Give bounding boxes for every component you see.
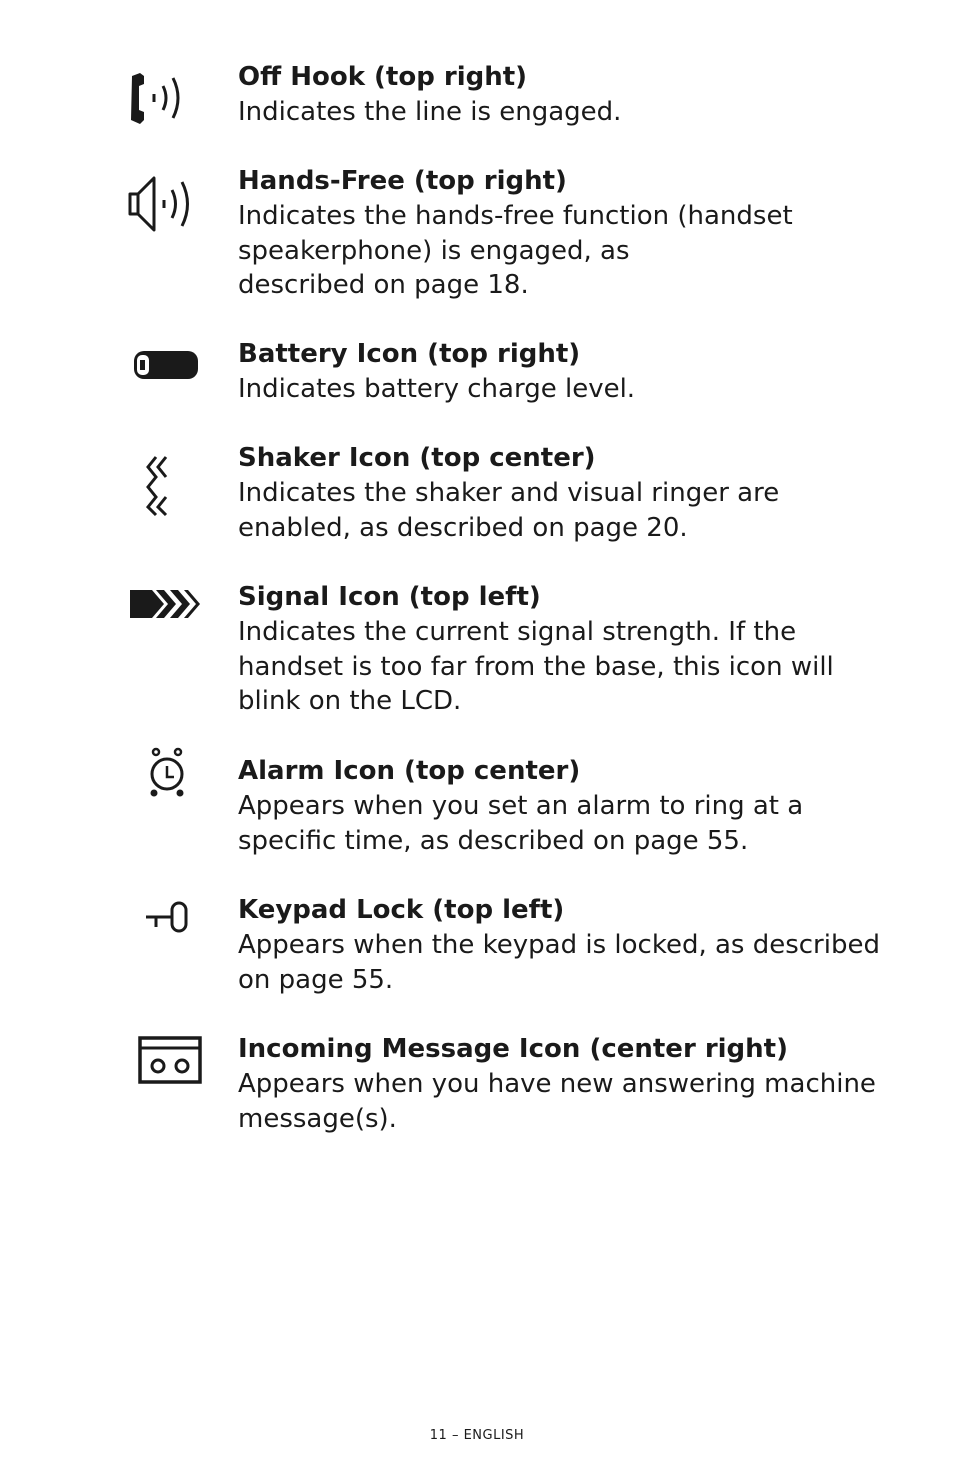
entry-description: Appears when you have new answering machine message(s). xyxy=(238,1069,876,1134)
entry-description: Indicates the shaker and visual ringer are enabled, as described on page 20. xyxy=(238,478,780,543)
entry-title: Keypad Lock (top left) xyxy=(238,895,565,925)
key-lock-icon xyxy=(126,897,206,967)
off-hook-icon xyxy=(126,68,206,138)
battery-icon xyxy=(126,345,206,415)
page-footer: 11 – ENGLISH xyxy=(429,1428,525,1443)
entry-title: Alarm Icon (top center) xyxy=(238,756,581,786)
entry-description: Indicates the current signal strength. If the handset is too far from the base, this icon will blink on the LCD. xyxy=(238,617,834,717)
cassette-message-icon xyxy=(126,1034,206,1104)
entry-description: Appears when the keypad is locked, as described on page 55. xyxy=(238,930,880,995)
entry-title: Incoming Message Icon (center right) xyxy=(238,1034,788,1064)
entry-title: Off Hook (top right) xyxy=(238,62,528,92)
alarm-clock-icon xyxy=(126,746,206,816)
entry-description: Indicates battery charge level. xyxy=(238,374,636,404)
shaker-icon xyxy=(126,453,206,523)
entry-title: Hands-Free (top right) xyxy=(238,166,567,196)
signal-icon xyxy=(126,584,206,654)
entry-title: Signal Icon (top left) xyxy=(238,582,541,612)
entry-description: Indicates the line is engaged. xyxy=(238,97,622,127)
entry-description: Indicates the hands-free function (handset speakerphone) is engaged, as described on page 18. xyxy=(238,201,793,301)
entry-title: Battery Icon (top right) xyxy=(238,339,581,369)
entry-title: Shaker Icon (top center) xyxy=(238,443,596,473)
entry-description: Appears when you set an alarm to ring at a specific time, as described on page 55. xyxy=(238,791,804,856)
hands-free-icon xyxy=(126,172,206,242)
